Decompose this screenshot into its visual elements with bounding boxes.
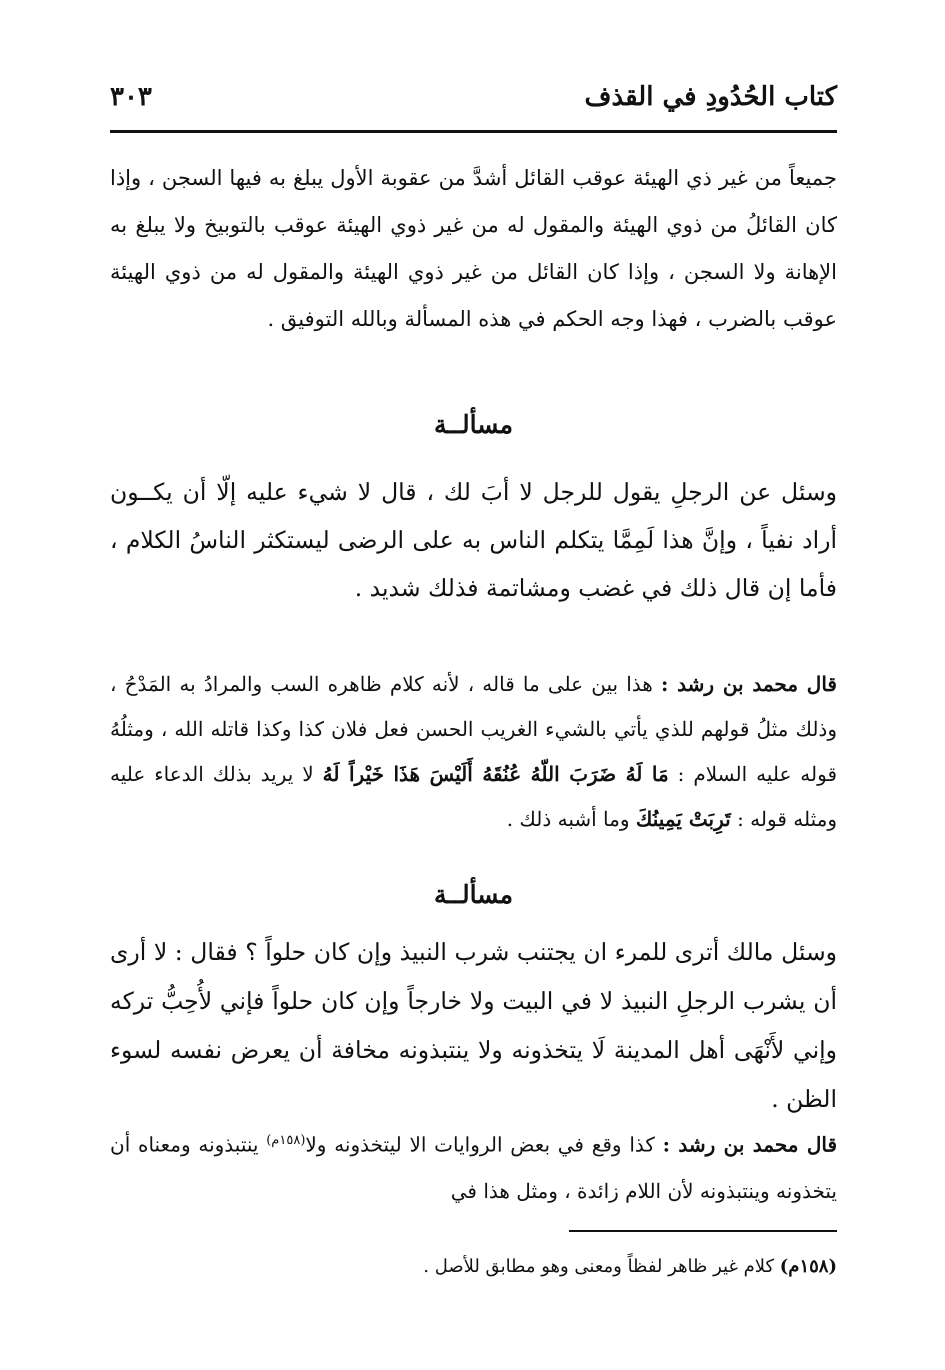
- footnote-rule: [569, 1230, 837, 1232]
- paragraph-2: وسئل عن الرجلِ يقول للرجل لا أبَ لك ، قال لا شيء عليه إلّا أن يكــون أراد نفياً ، وإنَّ هذا لَمِمَّا يتكلم الناس به على الرضى ليستكثر الناسُ الكلام ، فأما إن قال ذلك في غضب ومشاتمة فذلك شديد .: [110, 478, 837, 602]
- header-title: كتاب الحُدُودِ في القذف: [584, 82, 837, 112]
- footnote-text: كلام غير ظاهر لفظاً ومعنى وهو مطابق للأصل .: [423, 1256, 775, 1277]
- running-header: [110, 82, 837, 122]
- commentary-text-3: وما أشبه ذلك .: [506, 807, 630, 831]
- hadith-quote-1: مَا لَهُ ضَرَبَ اللّهُ عُنُقَهُ أَلَيْسَ هَذَا خَيْراً لَهُ: [322, 762, 669, 786]
- commentary-text-5: ينتبذونه ومعناه أن يتخذونه وينتبذونه لأن اللام زائدة ، ومثل هذا في: [110, 1132, 837, 1203]
- footnote-reference: (١٥٨م): [266, 1133, 306, 1148]
- commentary-text: هذا بين على ما قاله ، لأنه كلام ظاهره السب والمرادُ به المَدْحُ ، وذلك مثلُ قولهم للذي يأتي بالشيء الغريب الحسن فعل فلان كذا وكذا قاتله الله ، ومثلُهُ قوله عليه السلام :: [110, 672, 838, 786]
- header-rule: [110, 130, 837, 133]
- hadith-quote-2: تَرِبَتْ يَمِينُكَ: [635, 807, 731, 831]
- page-number: ٣٠٣: [110, 82, 152, 112]
- paragraph-3: [110, 662, 837, 842]
- commentary-lead-2: قال محمد بن رشد :: [662, 1132, 838, 1157]
- section-heading-2: مسألــة: [434, 880, 513, 909]
- commentary-text-4: كذا وقع في بعض الروايات الا ليتخذونه ولا: [305, 1132, 655, 1157]
- footnote-number: (١٥٨م): [779, 1256, 837, 1277]
- paragraph-1: جميعاً من غير ذي الهيئة عوقب القائل أشدَّ من عقوبة الأول يبلغ به فيها السجن ، وإذا كان القائلُ من ذوي الهيئة والمقول له من غير ذوي الهيئة عوقب بالتوبيخ ولا يبلغ به الإهانة ولا السجن ، وإذا كان القائل من غير ذوي الهيئة والمقول له من ذوي الهيئة عوقب بالضرب ، فهذا وجه الحكم في هذه المسألة وبالله التوفيق .: [110, 166, 837, 331]
- commentary-text-2: لا يريد بذلك الدعاء عليه ومثله قوله :: [110, 762, 837, 831]
- paragraph-5: [110, 1118, 837, 1214]
- footnote: [110, 1252, 837, 1282]
- commentary-lead: قال محمد بن رشد :: [661, 672, 837, 696]
- section-heading-1: مسألــة: [434, 410, 513, 439]
- paragraph-4: وسئل مالك أترى للمرء ان يجتنب شرب النبيذ وإن كان حلواً ؟ فقال : لا أرى أن يشرب الرجلِ النبيذ لا في البيت ولا خارجاً وإن كان حلواً فإني لأُحِبُّ تركه وإني لأَنْهَى أهل المدينة لَا يتخذونه ولا ينتبذونه مخافة أن يعرض نفسه لسوء الظن .: [110, 938, 837, 1113]
